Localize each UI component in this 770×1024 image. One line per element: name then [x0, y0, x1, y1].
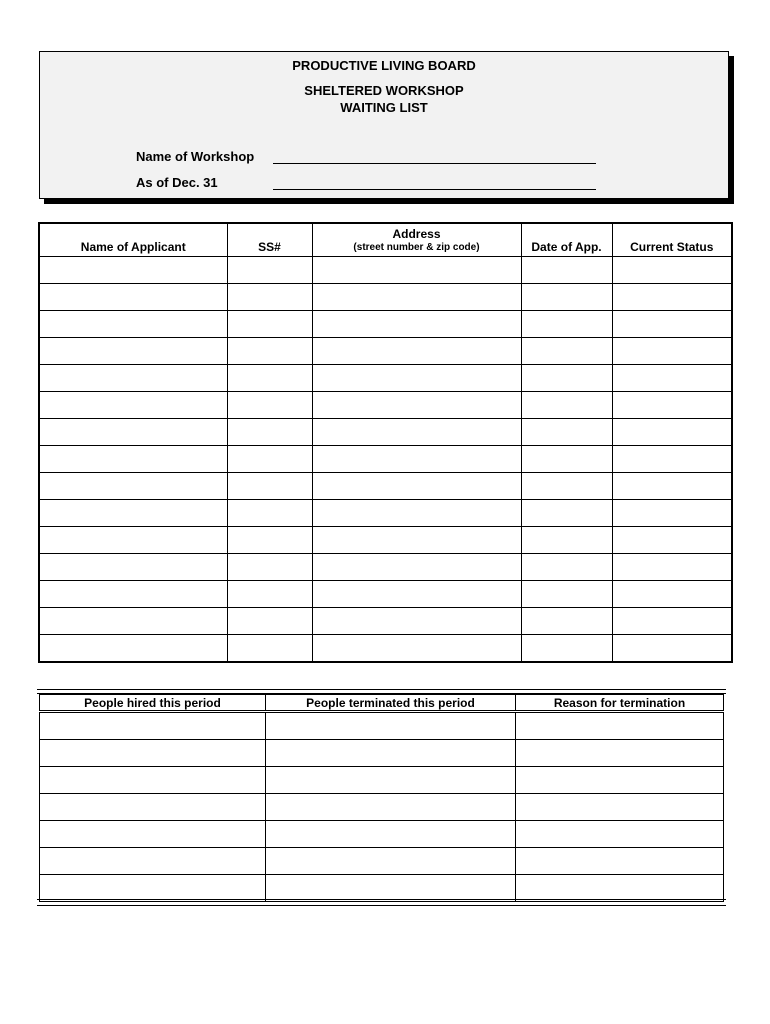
status-cell[interactable]	[612, 527, 732, 554]
address-cell[interactable]	[312, 581, 521, 608]
form-header	[39, 51, 729, 199]
date-cell[interactable]	[521, 257, 612, 284]
reason-cell[interactable]	[516, 794, 724, 821]
date-cell[interactable]	[521, 500, 612, 527]
applicant-row	[39, 527, 732, 554]
ss-cell[interactable]	[227, 338, 312, 365]
address-cell[interactable]	[312, 635, 521, 663]
address-cell[interactable]	[312, 419, 521, 446]
hire-table	[39, 694, 724, 902]
applicant-table-header	[39, 223, 732, 257]
hire-row	[40, 794, 724, 821]
status-cell[interactable]	[612, 365, 732, 392]
terminated-cell[interactable]	[266, 821, 516, 848]
applicant-name-cell[interactable]	[39, 608, 227, 635]
date-cell[interactable]	[521, 419, 612, 446]
date-cell[interactable]	[521, 473, 612, 500]
ss-cell[interactable]	[227, 365, 312, 392]
hire-row	[40, 821, 724, 848]
applicant-row	[39, 608, 732, 635]
hired-cell[interactable]	[40, 794, 266, 821]
ss-cell[interactable]	[227, 311, 312, 338]
hired-cell[interactable]	[40, 767, 266, 794]
hire-section-inner	[37, 693, 726, 900]
as-of-date-label: As of Dec. 31	[136, 175, 218, 190]
col-header-address-title: Address	[392, 227, 441, 241]
ss-cell[interactable]	[227, 581, 312, 608]
applicant-name-cell[interactable]	[39, 257, 227, 284]
hired-cell[interactable]	[40, 875, 266, 902]
col-header-reason: Reason for termination	[516, 695, 724, 712]
col-header-applicant-name: Name of Applicant	[39, 223, 227, 257]
hire-row	[40, 875, 724, 902]
col-header-address	[312, 223, 521, 257]
col-header-address-subtitle: (street number & zip code)	[353, 242, 480, 253]
status-cell[interactable]	[612, 284, 732, 311]
address-cell[interactable]	[312, 500, 521, 527]
reason-cell[interactable]	[516, 875, 724, 902]
col-header-terminated: People terminated this period	[266, 695, 516, 712]
as-of-date-field[interactable]	[273, 189, 596, 190]
status-cell[interactable]	[612, 446, 732, 473]
status-cell[interactable]	[612, 473, 732, 500]
address-cell[interactable]	[312, 365, 521, 392]
ss-cell[interactable]	[227, 419, 312, 446]
address-cell[interactable]	[312, 446, 521, 473]
address-cell[interactable]	[312, 392, 521, 419]
ss-cell[interactable]	[227, 392, 312, 419]
status-cell[interactable]	[612, 581, 732, 608]
applicant-row	[39, 311, 732, 338]
applicant-name-cell[interactable]	[39, 500, 227, 527]
status-cell[interactable]	[612, 635, 732, 663]
status-cell[interactable]	[612, 554, 732, 581]
status-cell[interactable]	[612, 500, 732, 527]
applicant-name-cell[interactable]	[39, 311, 227, 338]
address-cell[interactable]	[312, 338, 521, 365]
hire-row	[40, 740, 724, 767]
reason-cell[interactable]	[516, 767, 724, 794]
applicant-row	[39, 581, 732, 608]
applicant-row	[39, 257, 732, 284]
col-header-hired: People hired this period	[40, 695, 266, 712]
applicant-name-cell[interactable]	[39, 392, 227, 419]
applicant-name-cell[interactable]	[39, 365, 227, 392]
ss-cell[interactable]	[227, 635, 312, 663]
workshop-name-label: Name of Workshop	[136, 149, 255, 164]
terminated-cell[interactable]	[266, 875, 516, 902]
applicant-name-cell[interactable]	[39, 527, 227, 554]
workshop-name-field[interactable]	[273, 163, 596, 164]
applicant-name-cell[interactable]	[39, 338, 227, 365]
ss-cell[interactable]	[227, 446, 312, 473]
reason-cell[interactable]	[516, 848, 724, 875]
hired-cell[interactable]	[40, 821, 266, 848]
ss-cell[interactable]	[227, 608, 312, 635]
applicant-table	[38, 222, 733, 663]
reason-cell[interactable]	[516, 712, 724, 740]
form-title-line1: SHELTERED WORKSHOP	[304, 83, 464, 98]
address-cell[interactable]	[312, 527, 521, 554]
terminated-cell[interactable]	[266, 794, 516, 821]
applicant-row	[39, 500, 732, 527]
address-cell[interactable]	[312, 284, 521, 311]
col-header-status: Current Status	[612, 223, 732, 257]
applicant-name-cell[interactable]	[39, 284, 227, 311]
col-header-ss: SS#	[227, 223, 312, 257]
date-cell[interactable]	[521, 311, 612, 338]
applicant-row	[39, 419, 732, 446]
applicant-row	[39, 365, 732, 392]
status-cell[interactable]	[612, 608, 732, 635]
date-cell[interactable]	[521, 392, 612, 419]
terminated-cell[interactable]	[266, 712, 516, 740]
status-cell[interactable]	[612, 257, 732, 284]
date-cell[interactable]	[521, 635, 612, 663]
date-cell[interactable]	[521, 527, 612, 554]
applicant-name-cell[interactable]	[39, 581, 227, 608]
hired-cell[interactable]	[40, 848, 266, 875]
organization-title: PRODUCTIVE LIVING BOARD	[292, 58, 476, 73]
applicant-name-cell[interactable]	[39, 473, 227, 500]
hired-cell[interactable]	[40, 740, 266, 767]
applicant-name-cell[interactable]	[39, 419, 227, 446]
address-cell[interactable]	[312, 257, 521, 284]
applicant-name-cell[interactable]	[39, 635, 227, 663]
terminated-cell[interactable]	[266, 740, 516, 767]
applicant-row	[39, 338, 732, 365]
ss-cell[interactable]	[227, 473, 312, 500]
ss-cell[interactable]	[227, 554, 312, 581]
reason-cell[interactable]	[516, 821, 724, 848]
date-cell[interactable]	[521, 554, 612, 581]
hire-row	[40, 712, 724, 740]
date-cell[interactable]	[521, 581, 612, 608]
hire-row	[40, 848, 724, 875]
status-cell[interactable]	[612, 338, 732, 365]
date-cell[interactable]	[521, 446, 612, 473]
applicant-row	[39, 446, 732, 473]
applicant-row	[39, 554, 732, 581]
date-cell[interactable]	[521, 338, 612, 365]
address-cell[interactable]	[312, 608, 521, 635]
ss-cell[interactable]	[227, 500, 312, 527]
status-cell[interactable]	[612, 311, 732, 338]
reason-cell[interactable]	[516, 740, 724, 767]
date-cell[interactable]	[521, 284, 612, 311]
date-cell[interactable]	[521, 608, 612, 635]
applicant-row	[39, 392, 732, 419]
form-title-line2: WAITING LIST	[340, 100, 428, 115]
status-cell[interactable]	[612, 419, 732, 446]
applicant-row	[39, 473, 732, 500]
address-cell[interactable]	[312, 311, 521, 338]
status-cell[interactable]	[612, 392, 732, 419]
hired-cell[interactable]	[40, 712, 266, 740]
ss-cell[interactable]	[227, 527, 312, 554]
hire-section	[37, 689, 726, 906]
applicant-name-cell[interactable]	[39, 554, 227, 581]
ss-cell[interactable]	[227, 284, 312, 311]
terminated-cell[interactable]	[266, 767, 516, 794]
address-cell[interactable]	[312, 554, 521, 581]
col-header-date: Date of App.	[521, 223, 612, 257]
ss-cell[interactable]	[227, 257, 312, 284]
hire-table-header	[40, 695, 724, 712]
applicant-name-cell[interactable]	[39, 446, 227, 473]
applicant-row	[39, 635, 732, 663]
date-cell[interactable]	[521, 365, 612, 392]
address-cell[interactable]	[312, 473, 521, 500]
applicant-row	[39, 284, 732, 311]
hire-row	[40, 767, 724, 794]
terminated-cell[interactable]	[266, 848, 516, 875]
